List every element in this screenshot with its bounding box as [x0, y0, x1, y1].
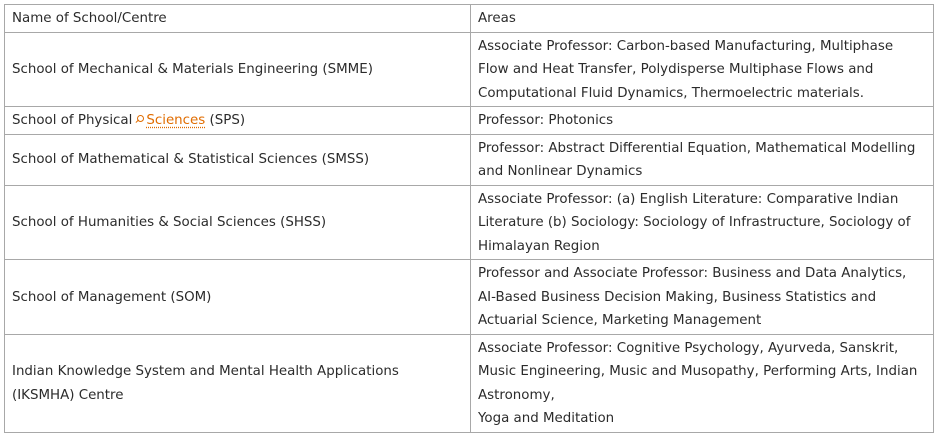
schools-areas-table [4, 4, 934, 433]
school-name [5, 107, 471, 135]
school-name-suffix: (SPS) [209, 113, 246, 128]
school-name: School of Humanities & Social Sciences (SHSS) [5, 185, 471, 260]
keyword-link-sciences[interactable]: Sciences [146, 113, 206, 128]
header-school: Name of School/Centre [5, 5, 471, 33]
school-name: School of Mathematical & Statistical Sciences (SMSS) [5, 134, 471, 185]
table-row [5, 134, 934, 185]
table-row [5, 107, 934, 135]
areas-cell: Professor and Associate Professor: Business and Data Analytics, AI-Based Business Decision Making, Business Statistics and Actuarial Science, Marketing Management [471, 260, 934, 335]
areas-line: Yoga and Meditation [478, 411, 615, 426]
areas-cell: Professor: Abstract Differential Equation, Mathematical Modelling and Nonlinear Dynamics [471, 134, 934, 185]
areas-cell: Associate Professor: Carbon-based Manufacturing, Multiphase Flow and Heat Transfer, Polydisperse Multiphase Flows and Computational Fluid Dynamics, Thermoelectric materials. [471, 32, 934, 107]
table-row [5, 32, 934, 107]
table-header-row [5, 5, 934, 33]
header-areas: Areas [471, 5, 934, 33]
school-name: School of Management (SOM) [5, 260, 471, 335]
areas-cell [471, 334, 934, 432]
school-name: Indian Knowledge System and Mental Health Applications (IKSMHA) Centre [5, 334, 471, 432]
school-name-prefix: School of Physical [12, 113, 133, 128]
table-row [5, 260, 934, 335]
magnifier-icon[interactable] [135, 114, 144, 125]
areas-cell: Professor: Photonics [471, 107, 934, 135]
table-row [5, 334, 934, 432]
table-row [5, 185, 934, 260]
areas-cell: Associate Professor: (a) English Literature: Comparative Indian Literature (b) Sociology: Sociology of Infrastructure, Sociology of Himalayan Region [471, 185, 934, 260]
areas-line: Associate Professor: Cognitive Psychology, Ayurveda, Sanskrit, Music Engineering, Music and Musopathy, Performing Arts, Indian Astronomy, [478, 340, 918, 403]
school-name: School of Mechanical & Materials Engineering (SMME) [5, 32, 471, 107]
